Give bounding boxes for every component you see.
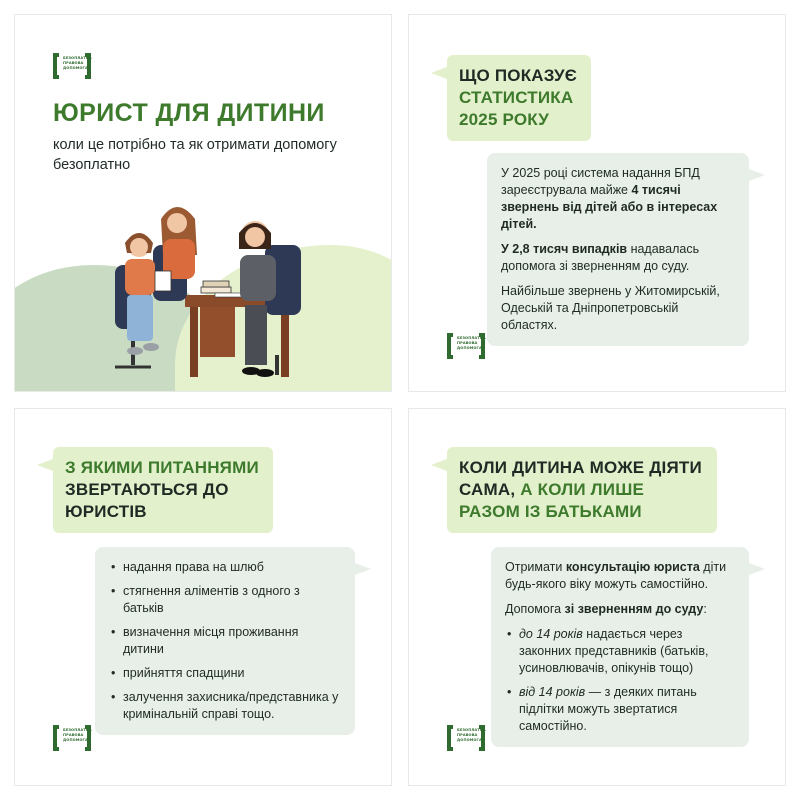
statistics-bubble <box>487 153 749 346</box>
tag-line: З ЯКИМИ ПИТАННЯМИ <box>65 458 259 477</box>
topics-bubble <box>95 547 355 735</box>
tag-line: ЩО ПОКАЗУЄ <box>459 66 578 85</box>
rights-bubble <box>491 547 749 747</box>
section-tag <box>447 447 717 533</box>
rights-list <box>505 626 735 735</box>
rights-paragraph: Отримати консультацію юриста діти будь-якого віку можуть самостійно. <box>505 560 727 591</box>
stat-paragraph: У 2025 році система надання БПД зареєструвала майже 4 тисячі звернень від дітей або в інтересах дітей. <box>501 166 718 231</box>
tag-line: ЗВЕРТАЮТЬСЯ ДО ЮРИСТІВ <box>65 480 229 521</box>
list-item: • стягнення аліментів з одного з батьків <box>109 583 341 617</box>
tag-line: А КОЛИ ЛИШЕ РАЗОМ ІЗ БАТЬКАМИ <box>459 480 645 521</box>
topics-list <box>109 559 341 723</box>
stat-paragraph: Найбільше звернень у Житомирській, Одеській та Дніпропетровській областях. <box>501 284 720 332</box>
bpd-logo: БЕЗОПЛАТНА ПРАВОВА ДОПОМОГА <box>447 725 491 757</box>
rights-paragraph: Допомога зі зверненням до суду: <box>505 602 707 616</box>
section-tag <box>447 55 591 141</box>
topics-panel <box>14 408 392 786</box>
stat-paragraph: У 2,8 тисяч випадків надавалась допомога зі зверненням до суду. <box>501 242 700 273</box>
rights-panel <box>408 408 786 786</box>
list-item: • до 14 років надається через законних представників (батьків, усиновлювачів, опікунів тощо) <box>505 626 735 677</box>
tag-line: СТАТИСТИКА <box>459 88 574 107</box>
list-item: • прийняття спадщини <box>109 665 341 682</box>
cover-panel <box>14 14 392 392</box>
bpd-logo: БЕЗОПЛАТНА ПРАВОВА ДОПОМОГА <box>53 53 97 85</box>
bpd-logo: БЕЗОПЛАТНА ПРАВОВА ДОПОМОГА <box>447 333 491 365</box>
list-item: • надання права на шлюб <box>109 559 341 576</box>
page-title: ЮРИСТ ДЛЯ ДИТИНИ <box>53 99 325 127</box>
list-item: • від 14 років — з деяких питань підлітки можуть звертатися самостійно. <box>505 684 735 735</box>
bpd-logo: БЕЗОПЛАТНА ПРАВОВА ДОПОМОГА <box>53 725 97 757</box>
page-subtitle: коли це потрібно та як отримати допомогу безоплатно <box>53 137 337 173</box>
list-item: • визначення місця проживання дитини <box>109 624 341 658</box>
tag-line: 2025 РОКУ <box>459 110 550 129</box>
list-item: • залучення захисника/представника у кримінальній справі тощо. <box>109 689 341 723</box>
illustration-lawyer-with-child <box>105 195 315 385</box>
section-tag <box>53 447 273 533</box>
tag-line: КОЛИ ДИТИНА МОЖЕ ДІЯТИ САМА, <box>459 458 702 499</box>
statistics-panel <box>408 14 786 392</box>
